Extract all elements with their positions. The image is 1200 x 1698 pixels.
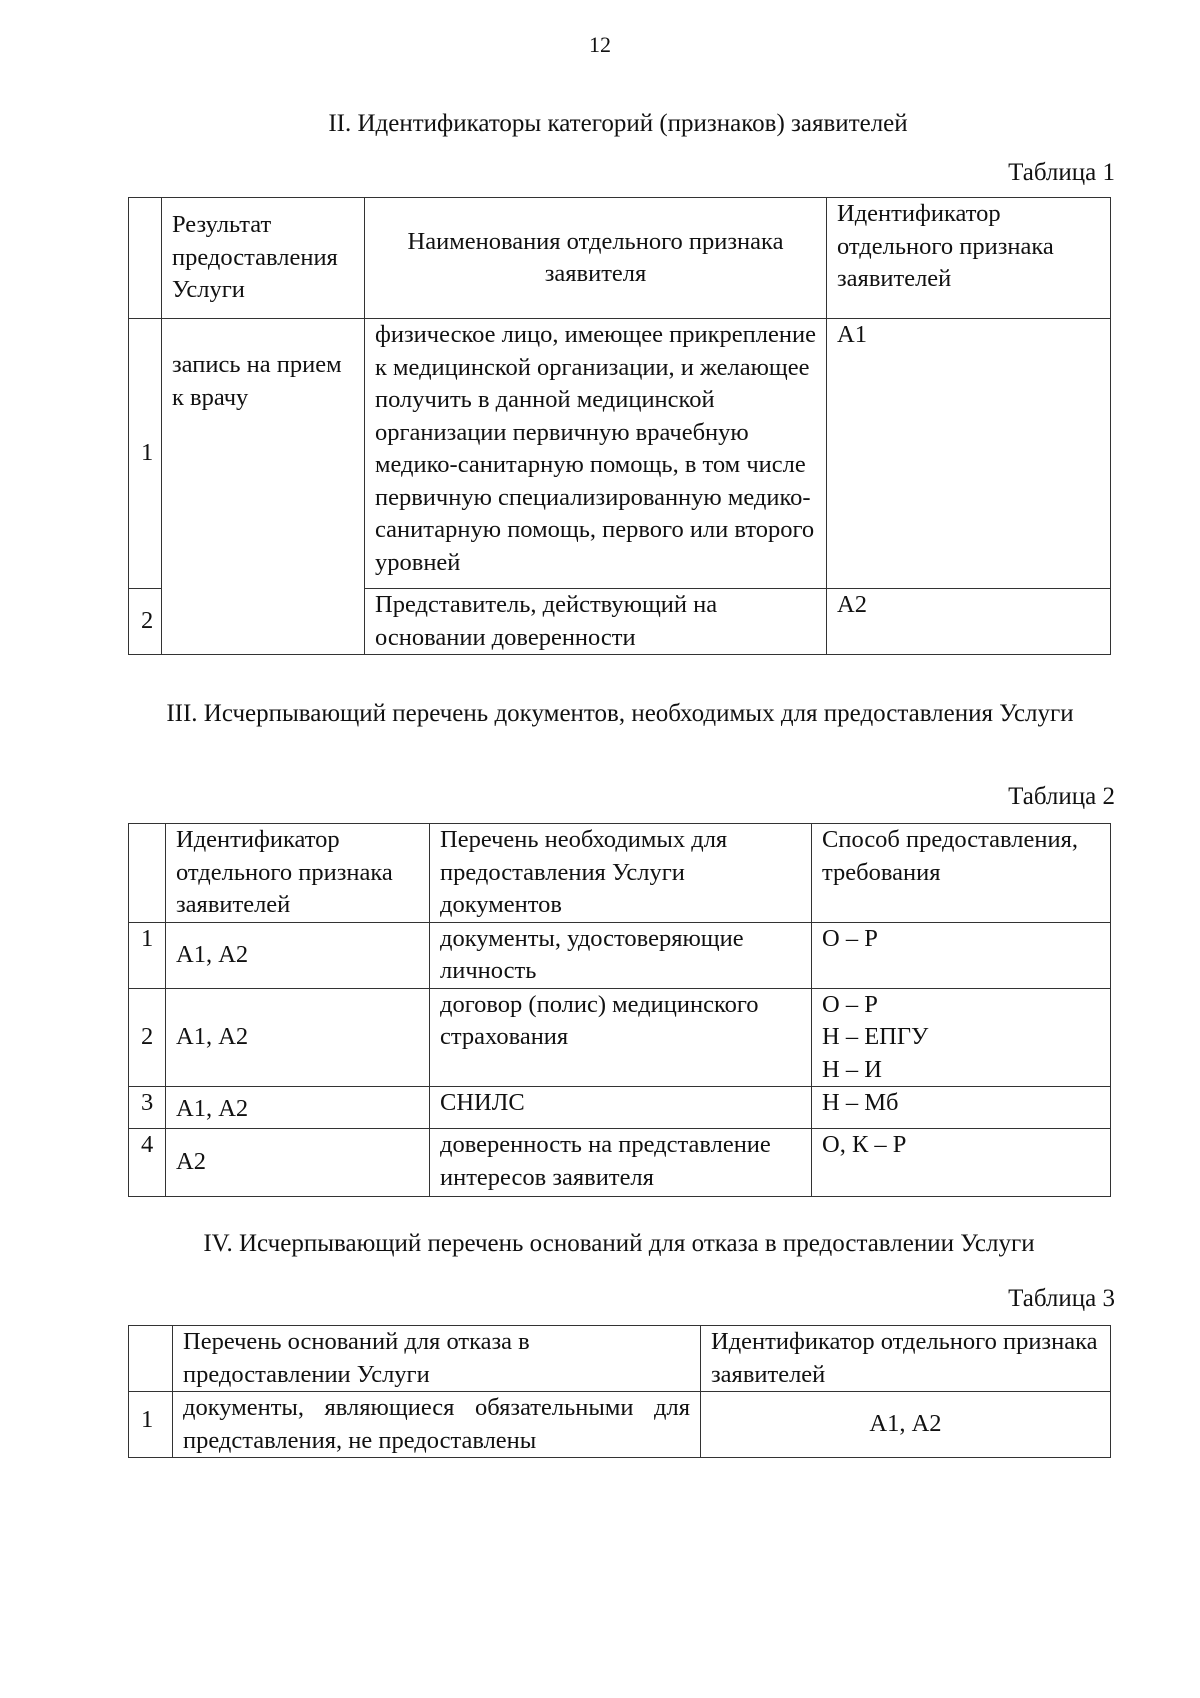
- table-3-header-reason: Перечень оснований для отказа в предоставлении Услуги: [173, 1326, 701, 1392]
- method-cell: [812, 988, 1111, 1087]
- method-line: Н – И: [822, 1055, 882, 1083]
- table-3-caption: Таблица 3: [1008, 1285, 1115, 1312]
- method-cell: [812, 1087, 1111, 1129]
- row-number: 2: [129, 589, 162, 655]
- method-line: Н – ЕПГУ: [822, 1023, 929, 1050]
- table-2-header-row: [129, 824, 1111, 923]
- row-number: 3: [129, 1087, 166, 1129]
- applicant-id-cell: А1, А2: [166, 988, 430, 1087]
- row-number: 2: [129, 988, 166, 1087]
- table-row: [129, 1129, 1111, 1197]
- method-cell: [812, 922, 1111, 988]
- table-3: [128, 1325, 1111, 1458]
- table-row: [129, 988, 1111, 1087]
- method-line: О – Р: [822, 924, 878, 952]
- table-3-header-id: Идентификатор отдельного признака заявителей: [701, 1326, 1111, 1392]
- applicant-attribute-id: А2: [827, 589, 1111, 655]
- refusal-reason-cell: документы, являющиеся обязательными для представления, не предоставлены: [173, 1392, 701, 1458]
- table-row: [129, 1392, 1111, 1458]
- applicant-id-cell: А2: [166, 1129, 430, 1197]
- table-1-header-result: Результат предоставления Услуги: [162, 198, 365, 319]
- table-row: [129, 319, 1111, 589]
- table-2-header-num: [129, 824, 166, 923]
- document-cell: документы, удостоверяющие личность: [430, 922, 812, 988]
- result-cell: запись на прием к врачу: [162, 319, 365, 655]
- document-cell: СНИЛС: [430, 1087, 812, 1129]
- document-cell: доверенность на представление интересов заявителя: [430, 1129, 812, 1197]
- table-2: [128, 823, 1111, 1197]
- table-2-header-method: Способ предоставления, требования: [812, 824, 1111, 923]
- section-2-title: II. Идентификаторы категорий (признаков) заявителей: [328, 110, 908, 137]
- row-number: 1: [129, 922, 166, 988]
- table-1-header-num: [129, 198, 162, 319]
- table-1-header-name: Наименования отдельного признака заявителя: [365, 198, 827, 319]
- section-4-title: IV. Исчерпывающий перечень оснований для отказа в предоставлении Услуги: [203, 1230, 1035, 1257]
- row-number: 1: [129, 1392, 173, 1458]
- applicant-attribute-id: А1: [827, 319, 1111, 589]
- page-number: 12: [589, 32, 611, 57]
- method-line: О, К – Р: [822, 1131, 907, 1158]
- table-3-header-row: [129, 1326, 1111, 1392]
- table-1: [128, 197, 1111, 655]
- table-2-header-docs: Перечень необходимых для предоставления Услуги документов: [430, 824, 812, 923]
- table-3-header-num: [129, 1326, 173, 1392]
- applicant-attribute-name: физическое лицо, имеющее прикрепление к медицинской организации, и желающее получить в данной медицинской организации первичную врачебную медико-санитарную помощь, в том числе первичную специализированную медико-санитарную помощь, первого или второго уровней: [365, 319, 827, 589]
- applicant-id-cell: А1, А2: [166, 922, 430, 988]
- row-number: 4: [129, 1129, 166, 1197]
- table-1-header-id: Идентификатор отдельного признака заявителей: [827, 198, 1111, 319]
- section-3-title: III. Исчерпывающий перечень документов, необходимых для предоставления Услуги: [166, 700, 1074, 727]
- method-line: О – Р: [822, 990, 878, 1018]
- applicant-attribute-name: Представитель, действующий на основании доверенности: [365, 589, 827, 655]
- applicant-id-cell: А1, А2: [166, 1087, 430, 1129]
- table-2-caption: Таблица 2: [1008, 783, 1115, 810]
- document-cell: договор (полис) медицинского страхования: [430, 988, 812, 1087]
- table-1-caption: Таблица 1: [1008, 159, 1115, 186]
- method-cell: [812, 1129, 1111, 1197]
- applicant-id-cell: А1, А2: [701, 1392, 1111, 1458]
- table-row: [129, 922, 1111, 988]
- row-number: 1: [129, 319, 162, 589]
- method-line: Н – Мб: [822, 1089, 899, 1116]
- table-1-header-row: [129, 198, 1111, 319]
- table-row: [129, 1087, 1111, 1129]
- table-2-header-id: Идентификатор отдельного признака заявителей: [166, 824, 430, 923]
